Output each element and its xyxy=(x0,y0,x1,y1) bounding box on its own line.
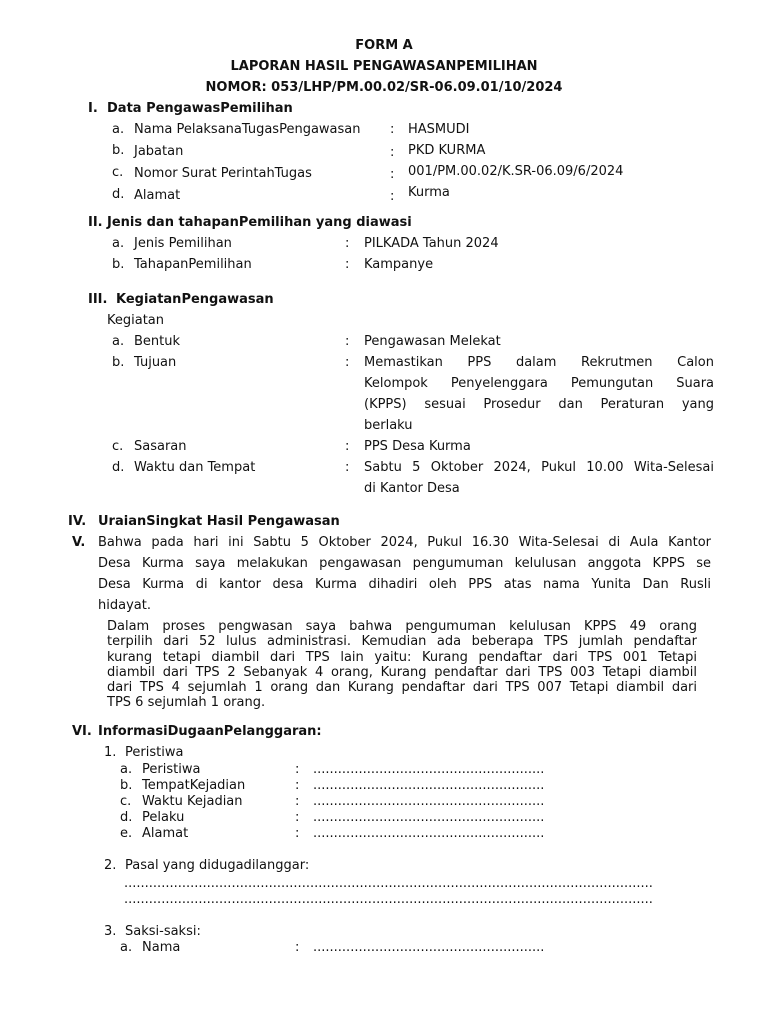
s1-row-b-label: Jabatan xyxy=(134,144,184,159)
s5-p2-line-4: diambil dari TPS 2 Sebanyak 4 orang, Kurang pendaftar dari TPS 003 Tetapi diambil xyxy=(107,664,697,680)
s1-row-a-value: HASMUDI xyxy=(408,122,470,137)
s1-row-c-colon: : xyxy=(390,167,395,182)
s6-row-d-fill: ........................................................ xyxy=(313,810,545,825)
s1-row-a-letter: a. xyxy=(112,122,125,137)
s5-line-1: Bahwa pada hari ini Sabtu 5 Oktober 2024, Pukul 16.30 Wita-Selesai di Aula Kantor xyxy=(98,535,711,550)
s6-item1-number: 1. xyxy=(104,745,117,760)
s3-row-a-colon: : xyxy=(345,334,350,349)
s2-row-a-value: PILKADA Tahun 2024 xyxy=(364,236,499,251)
s6-row-e-colon: : xyxy=(295,826,300,841)
s6-row-a-letter: a. xyxy=(120,762,133,777)
s1-row-c-letter: c. xyxy=(112,165,124,180)
s6-item3-row-a-label: Nama xyxy=(142,940,181,955)
section-4-title: UraianSingkat Hasil Pengawasan xyxy=(98,514,340,529)
s3-row-d-value-line-2: di Kantor Desa xyxy=(364,481,460,496)
s2-row-a-letter: a. xyxy=(112,236,125,251)
section-3-subheading: Kegiatan xyxy=(107,313,165,328)
s3-row-b-value-line-3: (KPPS) sesuai Prosedur dan Peraturan yang xyxy=(364,397,714,412)
s5-p2-line-3: kurang tetapi diambil dari TPS lain yaitu: Kurang pendaftar dari TPS 001 Tetapi xyxy=(107,649,697,665)
section-5-number: V. xyxy=(72,535,86,550)
s6-row-c-label: Waktu Kejadian xyxy=(142,794,243,809)
s2-row-b-label: TahapanPemilihan xyxy=(134,257,252,272)
s1-row-d-colon: : xyxy=(390,189,395,204)
s6-item2-fill-2: ................................................................................................................................ xyxy=(124,892,653,907)
s6-item3-title: Saksi-saksi: xyxy=(125,924,201,939)
s6-row-d-colon: : xyxy=(295,810,300,825)
s3-row-c-colon: : xyxy=(345,439,350,454)
s1-row-d-value: Kurma xyxy=(408,185,450,200)
s5-p2-line-1: Dalam proses pengwasan saya bahwa pengumuman kelulusan KPPS 49 orang xyxy=(107,619,697,634)
s6-item2-number: 2. xyxy=(104,858,117,873)
s6-row-d-label: Pelaku xyxy=(142,810,185,825)
s3-row-d-value-line-1: Sabtu 5 Oktober 2024, Pukul 10.00 Wita-Selesai xyxy=(364,460,714,475)
s2-row-b-letter: b. xyxy=(112,257,125,272)
s1-row-c-label: Nomor Surat PerintahTugas xyxy=(134,166,312,181)
s2-row-a-label: Jenis Pemilihan xyxy=(134,236,232,251)
s1-row-b-letter: b. xyxy=(112,143,125,158)
s6-item3-number: 3. xyxy=(104,924,117,939)
s2-row-a-colon: : xyxy=(345,236,350,251)
s6-row-d-letter: d. xyxy=(120,810,133,825)
s6-row-a-fill: ........................................................ xyxy=(313,762,545,777)
s6-item2-title: Pasal yang didugadilanggar: xyxy=(125,858,310,873)
s6-row-a-label: Peristiwa xyxy=(142,762,201,777)
s6-row-a-colon: : xyxy=(295,762,300,777)
s3-row-d-label: Waktu dan Tempat xyxy=(134,460,256,475)
s6-item3-row-a-letter: a. xyxy=(120,940,133,955)
s3-row-b-letter: b. xyxy=(112,355,125,370)
s1-row-b-value: PKD KURMA xyxy=(408,143,486,158)
s3-row-c-letter: c. xyxy=(112,439,124,454)
form-label: FORM A xyxy=(355,38,413,53)
section-6-title: InformasiDugaanPelanggaran: xyxy=(98,724,322,739)
s3-row-a-letter: a. xyxy=(112,334,125,349)
section-3-title: KegiatanPengawasan xyxy=(116,292,274,307)
s3-row-b-value-line-1: Memastikan PPS dalam Rekrutmen Calon xyxy=(364,355,714,370)
s1-row-d-label: Alamat xyxy=(134,188,181,203)
s1-row-c-value: 001/PM.00.02/K.SR-06.09/6/2024 xyxy=(408,164,624,179)
document-number: NOMOR: 053/LHP/PM.00.02/SR-06.09.01/10/2024 xyxy=(205,80,563,95)
s3-row-a-label: Bentuk xyxy=(134,334,181,349)
s5-line-2: Desa Kurma saya melakukan pengawasan pengumuman kelulusan anggota KPPS se xyxy=(98,556,711,571)
section-3-number: III. xyxy=(88,292,108,307)
s1-row-d-letter: d. xyxy=(112,187,125,202)
s6-row-c-fill: ........................................................ xyxy=(313,794,545,809)
s3-row-c-label: Sasaran xyxy=(134,439,187,454)
s6-row-e-fill: ........................................................ xyxy=(313,826,545,841)
section-2-number: II. xyxy=(88,215,103,230)
s5-line-3: Desa Kurma di kantor desa Kurma dihadiri oleh PPS atas nama Yunita Dan Rusli xyxy=(98,577,711,592)
section-6-number: VI. xyxy=(72,724,92,739)
s5-paragraph-2 xyxy=(107,619,697,711)
s3-row-c-value: PPS Desa Kurma xyxy=(364,439,471,454)
s3-row-d-letter: d. xyxy=(112,460,125,475)
s6-row-b-colon: : xyxy=(295,778,300,793)
s3-row-a-value: Pengawasan Melekat xyxy=(364,334,501,349)
s6-item3-row-a-fill: ........................................................ xyxy=(313,940,545,955)
s3-row-d-colon: : xyxy=(345,460,350,475)
s5-p2-line-2: terpilih dari 52 lulus administrasi. Kemudian ada beberapa TPS jumlah pendaftar xyxy=(107,634,697,650)
s3-row-b-colon: : xyxy=(345,355,350,370)
s3-row-b-value-line-2: Kelompok Penyelenggara Pemungutan Suara xyxy=(364,376,714,391)
document-title: LAPORAN HASIL PENGAWASANPEMILIHAN xyxy=(230,59,538,74)
section-4-number: IV. xyxy=(68,514,87,529)
s6-row-c-letter: c. xyxy=(120,794,132,809)
s5-line-4: hidayat. xyxy=(98,598,151,613)
s6-row-b-letter: b. xyxy=(120,778,133,793)
s6-row-b-fill: ........................................................ xyxy=(313,778,545,793)
s2-row-b-colon: : xyxy=(345,257,350,272)
s1-row-b-colon: : xyxy=(390,145,395,160)
s6-item3-row-a-colon: : xyxy=(295,940,300,955)
s6-item1-title: Peristiwa xyxy=(125,745,184,760)
section-1-number: I. xyxy=(88,101,98,116)
s5-p2-line-5: dari TPS 4 sejumlah 1 orang dan Kurang pendaftar dari TPS 007 Tetapi diambil dari xyxy=(107,680,697,696)
s6-item2-fill-1: ................................................................................................................................ xyxy=(124,876,653,891)
s5-p2-line-6: TPS 6 sejumlah 1 orang. xyxy=(107,695,266,711)
s6-row-e-label: Alamat xyxy=(142,826,189,841)
s6-row-e-letter: e. xyxy=(120,826,133,841)
s3-row-b-value-line-4: berlaku xyxy=(364,418,413,433)
s6-row-b-label: TempatKejadian xyxy=(142,778,246,793)
s1-row-a-label: Nama PelaksanaTugasPengawasan xyxy=(134,122,361,137)
s1-row-a-colon: : xyxy=(390,122,395,137)
section-2-title: Jenis dan tahapanPemilihan yang diawasi xyxy=(107,215,412,230)
section-1-title: Data PengawasPemilihan xyxy=(107,101,293,116)
s2-row-b-value: Kampanye xyxy=(364,257,434,272)
s6-row-c-colon: : xyxy=(295,794,300,809)
s3-row-b-label: Tujuan xyxy=(134,355,177,370)
